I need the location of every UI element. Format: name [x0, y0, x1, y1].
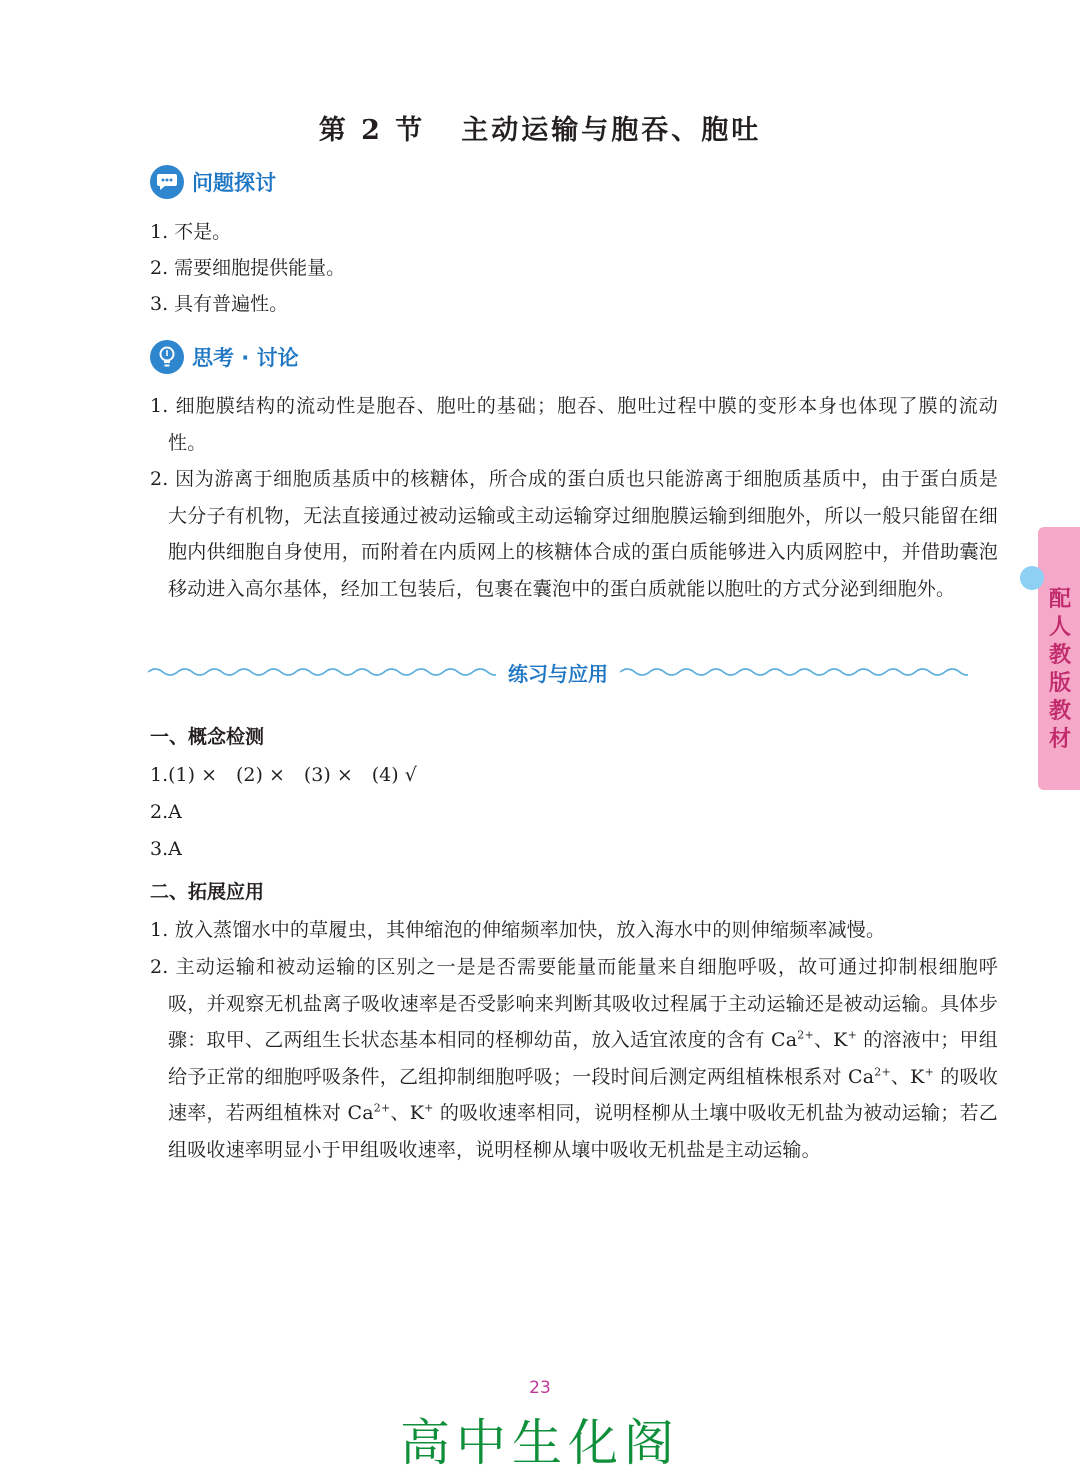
- watermark: 高中生化阁: [400, 1414, 680, 1472]
- list-item: 1. 不是。: [150, 221, 232, 243]
- practice-label: 练习与应用: [508, 661, 608, 686]
- list-item: 3. 具有普遍性。: [150, 293, 289, 315]
- answer-item: 1.(1) × (2) × (3) × (4) √: [150, 764, 417, 786]
- section-label: 问题探讨: [192, 171, 276, 195]
- lightbulb-icon: [150, 340, 184, 374]
- page-title: [0, 108, 1080, 147]
- wave-line-left: [148, 665, 496, 679]
- section-label: 思考 · 讨论: [192, 346, 299, 370]
- section-number: 第 2 节: [318, 115, 426, 146]
- part-heading-concept: 一、概念检测: [150, 726, 265, 748]
- list-item: 2. 因为游离于细胞质基质中的核糖体，所合成的蛋白质也只能游离于细胞质基质中，由于蛋白质是大分子有机物，无法直接通过被动运输或主动运输穿过细胞膜运输到细胞外，所以一般只能留在细胞内供细胞自身使用，而附着在内质网上的核糖体合成的蛋白质能够进入内质网腔中，并借助囊泡移动进入高尔基体，经加工包装后，包裹在囊泡中的蛋白质就能以胞吐的方式分泌到细胞外。: [150, 468, 998, 600]
- answer-item: 3.A: [150, 838, 182, 860]
- list-item: 2. 需要细胞提供能量。: [150, 257, 346, 279]
- part-heading-extension: 二、拓展应用: [150, 881, 265, 903]
- page-number: 23: [529, 1378, 551, 1398]
- answer-item: 2.A: [150, 801, 182, 823]
- wave-line-right: [620, 665, 968, 679]
- list-item: 1. 放入蒸馏水中的草履虫，其伸缩泡的伸缩频率加快，放入海水中的则伸缩频率减慢。: [150, 919, 886, 941]
- chat-bubble-icon: [150, 165, 184, 199]
- practice-divider: [148, 656, 968, 688]
- section-name: 主动运输与胞吞、胞吐: [461, 115, 762, 146]
- section-header-problem: [150, 165, 276, 199]
- list-item: 1. 细胞膜结构的流动性是胞吞、胞吐的基础；胞吞、胞吐过程中膜的变形本身也体现了膜的流动性。: [150, 395, 998, 454]
- section-header-discussion: [150, 340, 299, 374]
- list-item: 2. 主动运输和被动运输的区别之一是是否需要能量而能量来自细胞呼吸，故可通过抑制根细胞呼吸，并观察无机盐离子吸收速率是否受影响来判断其吸收过程属于主动运输还是被动运输。具体步骤：取甲、乙两组生长状态基本相同的柽柳幼苗，放入适宜浓度的含有 $Ca^{2+}$、K+ 的溶液中；甲组给予正常的细胞呼吸条件，乙组抑制细胞呼吸；一段时间后测定两组植株根系对 $Ca^{2+}$、K+ 的吸收速率，若两组植株对 $Ca^{2+}$、K+ 的吸收速率相同，说明柽柳从土壤中吸收无机盐为被动运输；若乙组吸收速率明显小于甲组吸收速率，说明柽柳从壤中吸收无机盐是主动运输。: [150, 956, 998, 1161]
- side-tab-label: 配人教版教材: [1048, 587, 1071, 752]
- side-tab-dot: [1020, 566, 1044, 590]
